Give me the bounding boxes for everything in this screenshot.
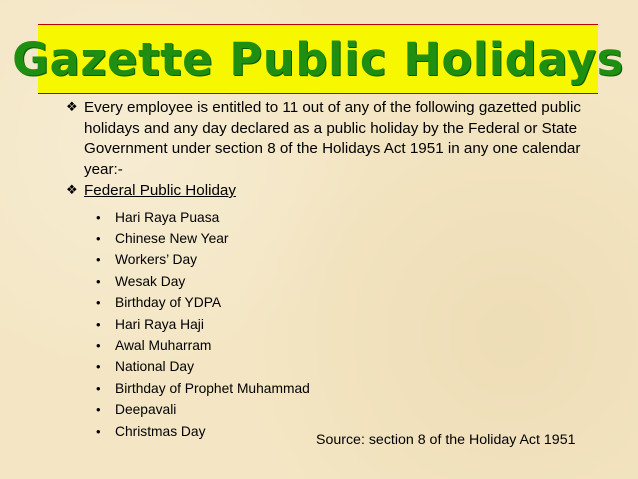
list-item: • Workers’ Day [96, 249, 606, 270]
diamond-bullet-icon: ❖ [66, 183, 78, 198]
list-item: • Birthday of Prophet Muhammad [96, 378, 606, 399]
page-title: Gazette Public Holidays [12, 32, 624, 86]
list-item: • National Day [96, 356, 606, 377]
list-item: • Christmas Day [96, 421, 606, 442]
intro-paragraph [66, 98, 606, 180]
federal-heading: Federal Public Holiday [84, 182, 236, 199]
list-item: • Hari Raya Haji [96, 314, 606, 335]
list-item: • Birthday of YDPA [96, 292, 606, 313]
diamond-bullet-icon: ❖ [66, 100, 78, 115]
intro-text: Every employee is entitled to 11 out of any of the following gazetted public holidays and any day declared as a public holiday by the Federal or State Government under section 8 of the Holidays Act 1951 in any one calendar year:- [84, 99, 581, 178]
federal-heading-row [66, 181, 606, 202]
list-item: • Awal Muharram [96, 335, 606, 356]
title-band [12, 24, 624, 94]
list-item: • Deepavali [96, 399, 606, 420]
list-item: • Hari Raya Puasa [96, 207, 606, 228]
holiday-list [66, 207, 606, 442]
list-item: • Wesak Day [96, 271, 606, 292]
source-note: Source: section 8 of the Holiday Act 1951 [316, 432, 576, 448]
content-area [66, 98, 606, 442]
list-item: • Chinese New Year [96, 228, 606, 249]
